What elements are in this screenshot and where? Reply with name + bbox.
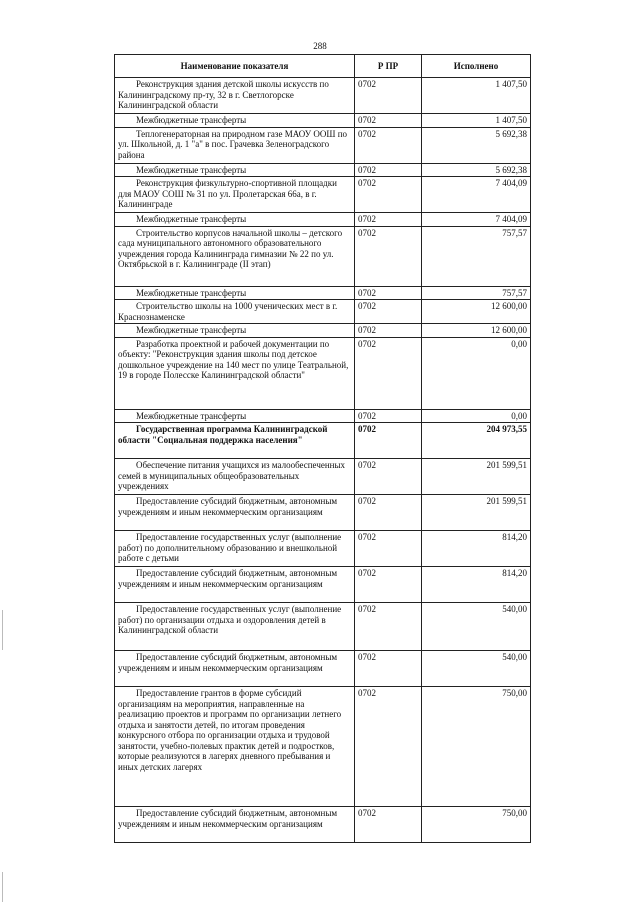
row-value: 757,57: [422, 226, 531, 286]
row-value: 1 407,50: [422, 78, 531, 114]
row-name: Предоставление субсидий бюджетным, автономным учреждениям и иным некоммерческим организациям: [115, 567, 355, 603]
row-name: Предоставление субсидий бюджетным, автономным учреждениям и иным некоммерческим организациям: [115, 651, 355, 687]
table-row: [115, 78, 531, 114]
page-number: 288: [313, 41, 327, 51]
row-code: 0702: [355, 337, 422, 409]
row-code: 0702: [355, 495, 422, 531]
row-value: 540,00: [422, 603, 531, 651]
row-name: Реконструкция физкультурно-спортивной площадки для МАОУ СОШ № 31 по ул. Пролетарская 66а, в г. Калининграде: [115, 177, 355, 213]
row-name: Теплогенераторная на природном газе МАОУ ООШ по ул. Школьной, д. 1 "а" в пос. Грачевка Зеленоградского района: [115, 127, 355, 163]
row-code: 0702: [355, 603, 422, 651]
row-code: 0702: [355, 177, 422, 213]
row-value: 5 692,38: [422, 127, 531, 163]
row-value: 201 599,51: [422, 459, 531, 495]
row-code: 0702: [355, 423, 422, 459]
row-value: 750,00: [422, 807, 531, 843]
row-name: Предоставление государственных услуг (выполнение работ) по организации отдыха и оздоровления детей в Калининградской области: [115, 603, 355, 651]
table-row: [115, 300, 531, 324]
row-name: Предоставление грантов в форме субсидий организациям на мероприятия, направленные на реализацию проектов и программ по организации летнего отдыха и занятости детей, по итогам проведения конкурсного отбора по организации отдыха и трудовой занятости, учебно-полевых практик детей и подростков, которые реализуются в лагерях дневного пребывания и иных детских лагерях: [115, 687, 355, 807]
row-name: Строительство школы на 1000 ученических мест в г. Краснознаменске: [115, 300, 355, 324]
table-header-row: [115, 55, 531, 78]
table-row: [115, 324, 531, 338]
row-code: 0702: [355, 807, 422, 843]
row-code: 0702: [355, 531, 422, 567]
row-code: 0702: [355, 409, 422, 423]
row-name: Межбюджетные трансферты: [115, 163, 355, 177]
row-name: Межбюджетные трансферты: [115, 409, 355, 423]
table-row: [115, 459, 531, 495]
row-name: Межбюджетные трансферты: [115, 324, 355, 338]
row-value: 757,57: [422, 286, 531, 300]
table-row: [115, 177, 531, 213]
row-value: 7 404,09: [422, 177, 531, 213]
row-value: 750,00: [422, 687, 531, 807]
table-row: [115, 603, 531, 651]
row-value: 7 404,09: [422, 213, 531, 227]
row-name: Межбюджетные трансферты: [115, 213, 355, 227]
row-name: Межбюджетные трансферты: [115, 286, 355, 300]
row-value: 204 973,55: [422, 423, 531, 459]
row-name: Реконструкция здания детской школы искусств по Калининградскому пр-ту, 32 в г. Светлогорске Калининградской области: [115, 78, 355, 114]
row-name: Предоставление государственных услуг (выполнение работ) по дополнительному образованию и внешкольной работе с детьми: [115, 531, 355, 567]
table-row: [115, 114, 531, 128]
row-value: 814,20: [422, 531, 531, 567]
report-table: [114, 54, 531, 843]
table-row: [115, 163, 531, 177]
header-code: Р ПР: [355, 55, 422, 78]
table-row: [115, 127, 531, 163]
row-name: Предоставление субсидий бюджетным, автономным учреждениям и иным некоммерческим организациям: [115, 807, 355, 843]
row-code: 0702: [355, 114, 422, 128]
row-code: 0702: [355, 687, 422, 807]
row-name: Государственная программа Калининградской области "Социальная поддержка населения": [115, 423, 355, 459]
row-code: 0702: [355, 651, 422, 687]
row-code: 0702: [355, 286, 422, 300]
table-row: [115, 337, 531, 409]
header-value: Исполнено: [422, 55, 531, 78]
row-value: 12 600,00: [422, 300, 531, 324]
table-row: [115, 409, 531, 423]
row-code: 0702: [355, 127, 422, 163]
table-row: [115, 531, 531, 567]
row-value: 201 599,51: [422, 495, 531, 531]
table-row: [115, 807, 531, 843]
table-row: [115, 286, 531, 300]
row-name: Межбюджетные трансферты: [115, 114, 355, 128]
header-name: Наименование показателя: [115, 55, 355, 78]
row-code: 0702: [355, 78, 422, 114]
row-value: 1 407,50: [422, 114, 531, 128]
row-name: Предоставление субсидий бюджетным, автономным учреждениям и иным некоммерческим организациям: [115, 495, 355, 531]
row-value: 540,00: [422, 651, 531, 687]
row-name: Строительство корпусов начальной школы – детского сада муниципального автономного образовательного учреждения города Калининграда гимназии № 22 по ул. Октябрьской в г. Калининграде (II этап): [115, 226, 355, 286]
row-code: 0702: [355, 459, 422, 495]
row-code: 0702: [355, 567, 422, 603]
scan-margin-mark: [2, 872, 3, 902]
scan-margin-mark: [2, 610, 3, 650]
row-code: 0702: [355, 324, 422, 338]
row-name: Обеспечение питания учащихся из малообеспеченных семей в муниципальных общеобразовательных учреждениях: [115, 459, 355, 495]
row-code: 0702: [355, 163, 422, 177]
table-body: [115, 78, 531, 843]
row-value: 0,00: [422, 337, 531, 409]
row-name: Разработка проектной и рабочей документации по объекту: "Реконструкция здания школы под детское дошкольное учреждение на 140 мест по улице Театральной, 19 в городе Полесске Калининградской области": [115, 337, 355, 409]
row-value: 814,20: [422, 567, 531, 603]
table-row: [115, 567, 531, 603]
table-row: [115, 423, 531, 459]
row-value: 0,00: [422, 409, 531, 423]
row-value: 5 692,38: [422, 163, 531, 177]
row-code: 0702: [355, 226, 422, 286]
table-row: [115, 651, 531, 687]
row-value: 12 600,00: [422, 324, 531, 338]
table-row: [115, 495, 531, 531]
row-code: 0702: [355, 213, 422, 227]
table-row: [115, 213, 531, 227]
row-code: 0702: [355, 300, 422, 324]
table-row: [115, 687, 531, 807]
table-row: [115, 226, 531, 286]
